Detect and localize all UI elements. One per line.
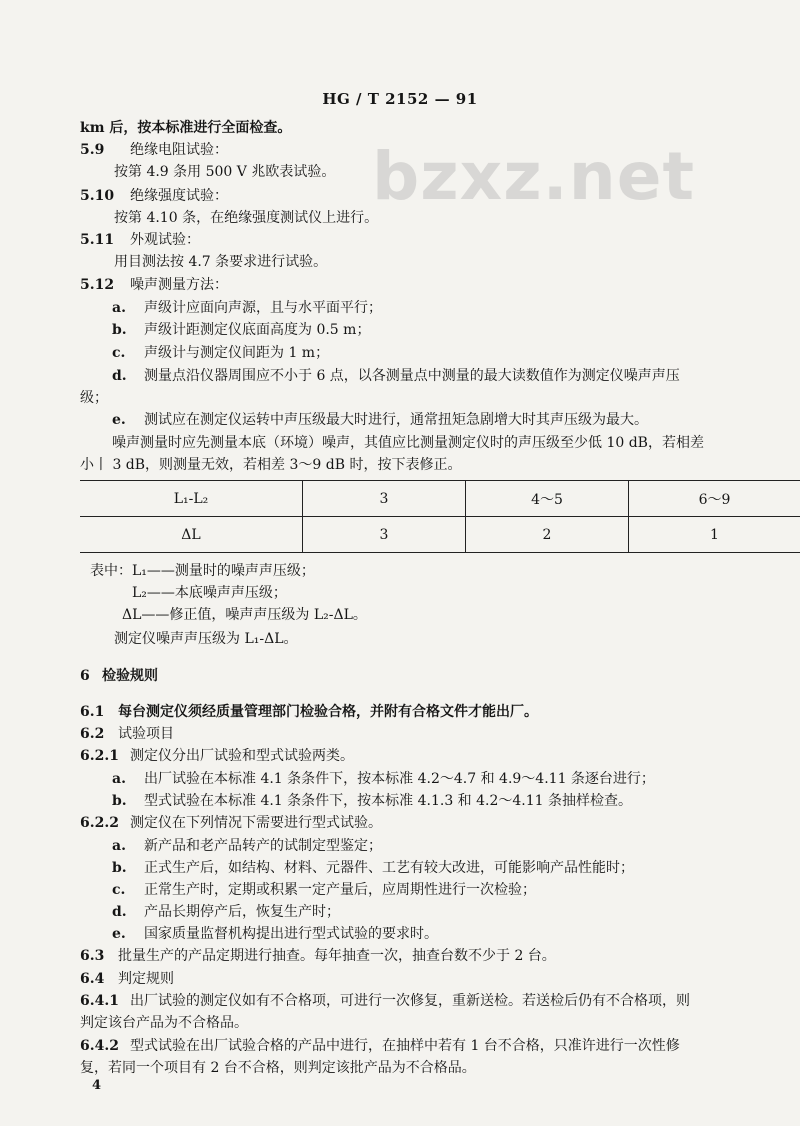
table-cell: 3	[303, 481, 466, 517]
table-cell: 6～9	[629, 481, 800, 517]
text-line: 按第 4.9 条用 500 V 兆欧表试验。	[114, 164, 336, 180]
table-cell: 2	[466, 517, 629, 553]
table-note: L₂——本底噪声声压级；	[132, 585, 287, 601]
standard-header: HG / T 2152 — 91	[322, 90, 478, 108]
list-item: d. 产品长期停产后，恢复生产时；	[112, 904, 340, 920]
text-line: km 后，按本标准进行全面检查。	[80, 120, 292, 136]
text-line: 噪声测量时应先测量本底（环境）噪声，其值应比测量测定仪时的声压级至少低 10 dB，若相差	[112, 435, 704, 451]
table-note: 测定仪噪声声压级为 L₁-ΔL。	[114, 631, 298, 647]
page-number: 4	[92, 1078, 102, 1093]
clause-6-2: 6.2 试验项目	[80, 726, 174, 742]
list-item: e. 测试应在测定仪运转中声压级最大时进行，通常扭矩急剧增大时其声压级为最大。	[112, 412, 648, 428]
list-item: a. 出厂试验在本标准 4.1 条条件下，按本标准 4.2～4.7 和 4.9～4.11 条逐台进行；	[112, 771, 655, 787]
list-item: d. 测量点沿仪器周围应不小于 6 点，以各测量点中测量的最大读数值作为测定仪噪声声压	[112, 368, 680, 384]
text-line: 判定该台产品为不合格品。	[80, 1015, 248, 1031]
table-cell: L₁-L₂	[80, 481, 303, 517]
text-line: 复，若同一个项目有 2 台不合格，则判定该批产品为不合格品。	[80, 1060, 476, 1076]
list-item: b. 正式生产后，如结构、材料、元器件、工艺有较大改进，可能影响产品性能时；	[112, 860, 634, 876]
clause-6-2-1: 6.2.1 测定仪分出厂试验和型式试验两类。	[80, 748, 354, 764]
table-cell: 4～5	[466, 481, 629, 517]
clause-6-4-2: 6.4.2 型式试验在出厂试验合格的产品中进行，在抽样中若有 1 台不合格，只准许进行一次性修	[80, 1038, 680, 1054]
clause-6-4-1: 6.4.1 出厂试验的测定仪如有不合格项，可进行一次修复，重新送检。若送检后仍有不合格项，则	[80, 993, 690, 1009]
text-line: 级；	[80, 390, 108, 406]
text-line: 按第 4.10 条，在绝缘强度测试仪上进行。	[114, 210, 379, 226]
noise-correction-table	[80, 480, 800, 553]
clause-6-2-2: 6.2.2 测定仪在下列情况下需要进行型式试验。	[80, 815, 382, 831]
list-item: b. 声级计距测定仪底面高度为 0.5 m；	[112, 322, 371, 338]
table-cell: 1	[629, 517, 800, 553]
list-item: e. 国家质量监督机构提出进行型式试验的要求时。	[112, 926, 438, 942]
table-row	[80, 481, 800, 517]
list-item: a. 声级计应面向声源，且与水平面平行；	[112, 300, 382, 316]
table-note: 表中：L₁——测量时的噪声声压级；	[90, 563, 315, 579]
watermark: bzxz.net	[372, 138, 696, 215]
text-line: 小丨 3 dB，则测量无效，若相差 3～9 dB 时，按下表修正。	[80, 457, 462, 473]
section-heading: 6 检验规则	[80, 668, 158, 684]
table-note: ΔL——修正值，噪声声压级为 L₂-ΔL。	[122, 607, 367, 623]
clause-6-4: 6.4 判定规则	[80, 971, 174, 987]
clause-5-11: 5.11 外观试验：	[80, 232, 200, 248]
clause-5-9: 5.9 绝缘电阻试验：	[80, 142, 228, 158]
table-cell: 3	[303, 517, 466, 553]
clause-6-3: 6.3 批量生产的产品定期进行抽查。每年抽查一次，抽查台数不少于 2 台。	[80, 948, 556, 964]
list-item: c. 声级计与测定仪间距为 1 m；	[112, 345, 330, 361]
list-item: b. 型式试验在本标准 4.1 条条件下，按本标准 4.1.3 和 4.2～4.11 条抽样检查。	[112, 793, 633, 809]
text-line: 用目测法按 4.7 条要求进行试验。	[114, 254, 328, 270]
clause-6-1: 6.1 每台测定仪须经质量管理部门检验合格，并附有合格文件才能出厂。	[80, 704, 538, 720]
table-cell: ΔL	[80, 517, 303, 553]
clause-5-12: 5.12 噪声测量方法：	[80, 277, 228, 293]
list-item: c. 正常生产时，定期或积累一定产量后，应周期性进行一次检验；	[112, 882, 536, 898]
list-item: a. 新产品和老产品转产的试制定型鉴定；	[112, 838, 382, 854]
clause-5-10: 5.10 绝缘强度试验：	[80, 188, 228, 204]
table-row	[80, 517, 800, 553]
